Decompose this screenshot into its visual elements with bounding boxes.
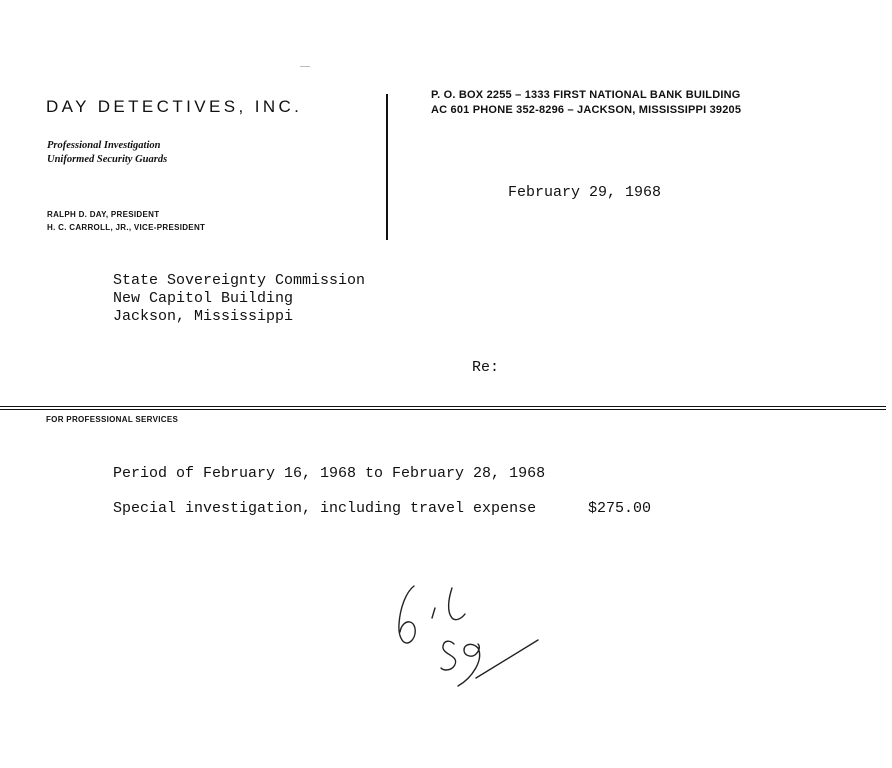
letter-date: February 29, 1968 [508, 184, 662, 201]
section-rule-bottom [0, 409, 886, 410]
recipient-line-1: State Sovereignty Commission [113, 272, 366, 289]
paper-mark [300, 66, 310, 67]
company-name: DAY DETECTIVES, INC. [46, 97, 303, 116]
recipient-line-3: Jackson, Mississippi [113, 308, 294, 325]
recipient-line-2: New Capitol Building [113, 290, 294, 307]
officer-vice-president: H. C. CARROLL, JR., VICE-PRESIDENT [47, 223, 206, 232]
section-rule-top [0, 406, 886, 407]
address-line-1: P. O. BOX 2255 – 1333 FIRST NATIONAL BANK BUILDING [431, 89, 741, 101]
line-item-amount: $275.00 [588, 500, 652, 517]
re-label: Re: [472, 359, 500, 376]
letterhead-divider [386, 94, 388, 240]
line-item-description: Special investigation, including travel expense [113, 500, 537, 517]
billing-period: Period of February 16, 1968 to February 28, 1968 [113, 465, 546, 482]
tagline-security: Uniformed Security Guards [47, 154, 168, 165]
handwritten-note [390, 578, 550, 698]
address-line-2: AC 601 PHONE 352-8296 – JACKSON, MISSISSIPPI 39205 [431, 104, 742, 116]
tagline-investigation: Professional Investigation [47, 140, 161, 151]
officer-president: RALPH D. DAY, PRESIDENT [47, 210, 160, 219]
section-heading: FOR PROFESSIONAL SERVICES [46, 415, 179, 424]
